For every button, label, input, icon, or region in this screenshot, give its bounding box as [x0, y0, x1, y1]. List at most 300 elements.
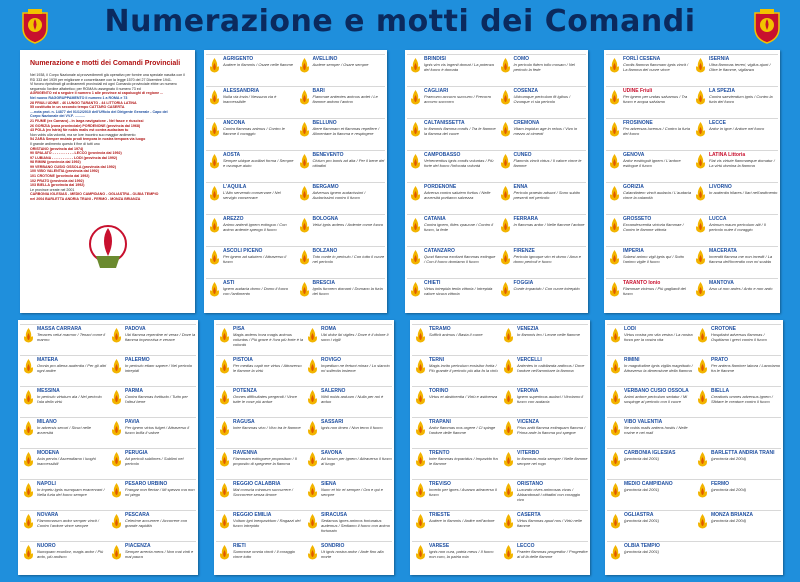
province-motto: Ignis non timeo / Non temo il fuoco — [321, 425, 383, 430]
flame-icon — [695, 186, 706, 201]
intro-text — [30, 73, 185, 202]
flame-icon — [697, 328, 708, 343]
province-motto: Audere in flammis / Ardire nell'ardore — [429, 518, 495, 523]
province-motto: Periculo ignoque vim et domo / Ama e domo pericoli e fuoco — [513, 254, 581, 264]
province-cell — [296, 278, 386, 310]
flame-icon — [415, 452, 426, 467]
province-name: SALERNO — [321, 388, 346, 394]
province-motto: Flammae vicimus / Più gagliardi del fuoco — [623, 286, 686, 296]
province-motto: In periculo etiam sapere / Nel pericolo intrepidi — [125, 363, 193, 373]
province-name: FROSINONE — [623, 120, 653, 126]
province-cell — [216, 510, 304, 541]
province-name: ANCONA — [223, 120, 245, 126]
province-name: FERRARA — [513, 216, 538, 222]
province-name: RAGUSA — [233, 419, 255, 425]
province-motto: Corde impavido / Con cuore intrepido — [513, 286, 580, 291]
province-cell — [108, 541, 196, 572]
province-cell — [296, 86, 386, 118]
intro-sheet — [20, 50, 195, 313]
province-cell — [206, 246, 296, 278]
province-motto: Audere semper / Osare sempre — [312, 62, 369, 67]
flame-icon — [299, 122, 310, 137]
province-name: ASTI — [223, 280, 235, 286]
province-motto: Celerime accurrere / Accorrere con grande rapidità — [125, 518, 188, 528]
province-cell — [304, 355, 392, 386]
province-name: MATERA — [37, 357, 59, 363]
province-name: PIACENZA — [125, 543, 151, 549]
province-cell — [20, 386, 108, 417]
province-name: BARI — [312, 88, 325, 94]
province-motto: (provincia dal 2004) — [711, 518, 747, 523]
province-motto: Adversus ignem audacissimi / Audacissimi contro il fuoco — [312, 190, 366, 200]
province-motto: In periculo virtutum ala / Nel pericolo l'ala della virtù — [37, 394, 102, 404]
province-cell — [692, 278, 778, 310]
flame-icon — [307, 359, 318, 374]
province-name: PESARO URBINO — [125, 481, 168, 487]
province-cell — [206, 118, 296, 150]
province-motto: (provincia dal 2001) — [624, 549, 660, 554]
province-name: FIRENZE — [513, 248, 535, 254]
flame-icon — [219, 514, 230, 529]
province-name: TREVISO — [429, 481, 451, 487]
province-cell — [407, 150, 497, 182]
province-motto: Calamitatem vincit audacia / L'audacia vince la calamità — [623, 190, 692, 200]
province-motto: Sedamus ignes animos fortunatus audemus / Sediamo il fuoco con animo fortunato — [321, 518, 390, 533]
flame-icon — [410, 250, 421, 265]
intro-heading: Numerazione e motti dei Comandi Provinciali — [30, 60, 181, 67]
intro-line: RD 333 del 1939 per migliorare e concretizzare con la legge 1570 del 27 Dicembre 1941. — [30, 77, 172, 82]
province-name: COMO — [513, 56, 530, 62]
province-motto: (provincia dal 2001) — [624, 456, 660, 461]
province-name: IMPERIA — [623, 248, 644, 254]
flame-icon — [503, 514, 514, 529]
province-name: GROSSETO — [623, 216, 652, 222]
province-name: COSENZA — [513, 88, 538, 94]
province-motto: Quod flamma excitant flammas extingue / Con il fuoco domiamo il fuoco — [424, 254, 496, 264]
province-cell — [407, 214, 497, 246]
province-name: ALESSANDRIA — [223, 88, 260, 94]
province-cell — [606, 246, 692, 278]
province-name: VICENZA — [517, 419, 539, 425]
flame-icon — [609, 90, 620, 105]
province-motto: Excandescentia victoria flammae / Contro le fiamme vittoria — [623, 222, 684, 232]
flame-icon — [307, 452, 318, 467]
flame-icon — [299, 218, 310, 233]
province-motto: Per ignem ad salutem / Attraverso il fuoco — [223, 254, 287, 264]
province-motto: Ignis vim vis ingenii domat / La potenza del fuoco è domata — [424, 62, 494, 72]
province-name: VIBO VALENTIA — [624, 419, 663, 425]
province-name: LECCO — [517, 543, 535, 549]
flame-icon — [503, 421, 514, 436]
flame-icon — [609, 154, 620, 169]
intro-line: ....nota prot. n. 14877 del 01/12/2010 dell'Ufficio del Dirigente Generale - Capo del — [30, 109, 168, 114]
flame-icon — [299, 282, 310, 297]
province-cell — [497, 150, 587, 182]
flame-icon — [219, 328, 230, 343]
flame-icon — [695, 90, 706, 105]
province-cell — [500, 448, 588, 479]
province-name: BENEVENTO — [312, 152, 344, 158]
province-motto: Flammam extinguere propositum / Il proposito di spegnere la fiamma — [233, 456, 297, 466]
province-motto: Per ardens flaminer labora / Lavoriamo fra le fiamme — [711, 363, 781, 373]
flame-icon — [23, 514, 34, 529]
province-cell — [606, 214, 692, 246]
flame-icon — [219, 545, 230, 560]
intro-line: 28 FRIULI UDINE - 46 LUNGO TARANTO - 44 LITTORIA LATINA — [30, 100, 137, 105]
province-cell — [407, 246, 497, 278]
province-name: MEDIO CAMPIDANO — [624, 481, 673, 487]
province-name: BRINDISI — [424, 56, 446, 62]
flame-icon — [111, 390, 122, 405]
province-cell — [20, 355, 108, 386]
province-cell — [607, 417, 694, 448]
province-name: PARMA — [125, 388, 143, 394]
province-motto: Velut ignis ardens / Ardente come fuoco — [312, 222, 384, 227]
province-motto: Per ignem per undas salvamus / Tra fuoco e acqua salviamo — [623, 94, 688, 104]
province-cell — [206, 214, 296, 246]
province-motto: Virtus intrepida tertia vittoria / Intrepida valore sicura vittoria — [424, 286, 493, 296]
province-motto: Frangar non flectar / Mi spezzo ma non mi piego — [125, 487, 195, 497]
province-cell — [304, 417, 392, 448]
flame-icon — [609, 282, 620, 297]
province-name: BERGAMO — [312, 184, 339, 190]
flame-icon — [695, 250, 706, 265]
province-motto: Subest animo vigil ignis qui / Sotto l'animo vigile il fuoco — [623, 254, 684, 264]
province-cell — [412, 355, 500, 386]
province-motto: Ardentes in calidianda ardimus / Dove l'ardore nell'ammirare la fiamma — [517, 363, 585, 373]
intro-line: 21 FIUME (ex Carnaro) - in larga navigazione - Nel fasce e riuscissi — [30, 118, 144, 123]
intro-line: 100 VIBO VALENTIA (provincia dal 1992) — [30, 169, 99, 174]
province-name: OGLIASTRA — [624, 512, 654, 518]
province-motto: Ne nobis malis ardens hostis / Nelle rovine e nei mali — [624, 425, 688, 435]
flame-icon — [307, 421, 318, 436]
province-name: PISA — [233, 326, 245, 332]
province-cell — [692, 150, 778, 182]
province-motto: Flammmarum ardor semper vincit / Contro l'ardore vince sempre — [37, 518, 100, 528]
province-motto: Ultra flammas terreri, vigilus ajunt / Oltre le fiamme, vigilanza — [709, 62, 771, 72]
flame-icon — [209, 122, 220, 137]
flame-icon — [111, 514, 122, 529]
flame-icon — [410, 58, 421, 73]
province-cell — [304, 479, 392, 510]
province-cell — [692, 182, 778, 214]
flame-icon — [610, 359, 621, 374]
province-motto: Ignem superimus audaci / Vinciamo il fuoco con audacia — [517, 394, 584, 404]
province-name: FORLÌ CESENA — [623, 56, 661, 62]
province-motto: Semper ubique auxiliari forma / Sempre e ovunque aiuto — [223, 158, 294, 168]
province-cell — [606, 54, 692, 86]
flame-icon — [503, 483, 514, 498]
province-motto: In flammis leo / Leone nelle fiamme — [517, 332, 580, 337]
province-cell — [606, 278, 692, 310]
flame-icon — [609, 186, 620, 201]
province-cell — [108, 324, 196, 355]
province-motto: Praecurro accurro succurro / Precorro accorro soccorro — [424, 94, 492, 104]
province-motto: (provincia dal 2001) — [624, 518, 660, 523]
province-motto: Tenaces velut marmor / Tenaci come il marmo — [37, 332, 106, 342]
vvf-logo-icon — [86, 220, 130, 272]
province-motto: Adversa contra salutem fortius / Nelle avversità portiamo salvezza — [424, 190, 491, 200]
province-cell — [108, 355, 196, 386]
province-motto: Virtus et abstinentia / Virtù e astinenza — [429, 394, 498, 399]
flame-icon — [219, 390, 230, 405]
province-motto: Periculo praesto adsunt / Sono subito presenti nel pericolo — [513, 190, 580, 200]
province-motto: Virtus nostra pro vita vestra / La nostra forza per la vostra vita — [624, 332, 693, 342]
province-motto: Virtus flammas apud nos / Virtù nelle fiamme — [517, 518, 582, 528]
province-name: VITERBO — [517, 450, 540, 456]
province-name: MANTOVA — [709, 280, 734, 286]
flame-icon — [23, 359, 34, 374]
province-motto: Flammis vincit virtus / Il valore vince le fiamme — [513, 158, 582, 168]
flame-icon — [415, 514, 426, 529]
province-motto: (provincia dal 2004) — [711, 487, 747, 492]
province-name: VARESE — [429, 543, 450, 549]
province-cell — [206, 278, 296, 310]
province-name: REGGIO EMILIA — [233, 512, 272, 518]
intro-line: 54 ZARA Semper mutato prodi tempora in nostra tempora via luogo — [30, 137, 146, 142]
flame-icon — [500, 58, 511, 73]
province-name: RIMINI — [624, 357, 640, 363]
flame-icon — [609, 218, 620, 233]
flame-icon — [209, 282, 220, 297]
flame-icon — [209, 90, 220, 105]
province-cell — [20, 479, 108, 510]
flame-icon — [410, 282, 421, 297]
province-name: BOLOGNA — [312, 216, 339, 222]
province-motto: In flammas ardor / Nelle fiamme l'ardore — [513, 222, 585, 227]
province-motto: Inter flammas impavidus / Impavido fra le fiamme — [429, 456, 498, 466]
province-cell — [412, 510, 500, 541]
province-name: UDINE Friuli — [623, 88, 653, 94]
province-cell — [304, 510, 392, 541]
province-cell — [296, 214, 386, 246]
province-motto: Per medias capit me virtus / Attraverso le fiamme la virtù — [233, 363, 302, 373]
province-cell — [108, 510, 196, 541]
province-cell — [296, 150, 386, 182]
province-name: LODI — [624, 326, 636, 332]
province-cell — [407, 86, 497, 118]
province-motto: Omnes difficultates pergendi / Vince tutte le cose più ardue — [233, 394, 297, 404]
province-motto: Ad periculi sublimes / Sublimi nel pericolo — [125, 456, 184, 466]
province-name: CATANZARO — [424, 248, 455, 254]
flame-icon — [610, 483, 621, 498]
province-motto: Fiat vis virtute flammaeque domatur / La virtù domina la fiamma — [709, 158, 775, 168]
flame-icon — [209, 186, 220, 201]
province-cell — [606, 150, 692, 182]
province-motto: Audere in flammis / Osare nelle fiamme — [223, 62, 294, 67]
province-cell — [206, 86, 296, 118]
province-name: VERBANO CUSIO OSSOLA — [624, 388, 689, 394]
province-name: SIRACUSA — [321, 512, 348, 518]
province-motto: Ad locum per ignem / Attraverso il fuoco al luogo — [321, 456, 392, 466]
intro-line: Vi furono ripristinati gli ordinamenti provinciali ed ogni Comando provinciale ebbe un numero — [30, 82, 177, 87]
flame-icon — [503, 390, 514, 405]
flame-icon — [410, 186, 421, 201]
province-motto: Atere flammam et flammas repellere / Alimentare la fiamma e respingere — [312, 126, 380, 136]
flame-icon — [610, 545, 621, 560]
province-name: PISTOIA — [233, 357, 253, 363]
flame-icon — [410, 90, 421, 105]
province-motto: Ut ignis nostra ardor / Arde fino alla morte — [321, 549, 384, 559]
province-cell — [296, 182, 386, 214]
province-cell — [407, 54, 497, 86]
flame-icon — [111, 359, 122, 374]
province-motto: Numquam exuribor, magis ardor / Più ardo, più ardisco — [37, 549, 104, 559]
intro-line: 99 VERBANO CUSIO OSSOLA (provincia dal 1992) — [30, 164, 116, 169]
province-cell — [20, 510, 108, 541]
province-motto: Civium pro bonis ad alta / Per il bene dei cittadini — [312, 158, 385, 168]
fire-brigade-emblem-icon — [20, 8, 50, 44]
province-cell — [607, 541, 694, 572]
intro-line: Il grande ardimento questo il fine di tutti uno — [30, 141, 100, 146]
province-name: VERONA — [517, 388, 539, 394]
province-cell — [694, 448, 781, 479]
province-cell — [216, 386, 304, 417]
province-motto: Sufficit animus / Basta il cuore — [429, 332, 483, 337]
province-name: MESSINA — [37, 388, 60, 394]
province-cell — [497, 54, 587, 86]
province-cell — [216, 355, 304, 386]
flame-icon — [23, 452, 34, 467]
province-motto: Hospitaiot adversus flammas / Ospitiamo i greci contro il fuoco — [711, 332, 767, 342]
province-name: PESCARA — [125, 512, 150, 518]
province-name: ASCOLI PICENO — [223, 248, 263, 254]
province-motto: Arso ut non ardes / Ardo e non ardo — [709, 286, 773, 291]
province-cell — [407, 118, 497, 150]
province-motto: Praeter flammas progredior / Progredire al di là delle fiamme — [517, 549, 588, 559]
flame-icon — [410, 154, 421, 169]
province-name: PRATO — [711, 357, 729, 363]
flame-icon — [415, 328, 426, 343]
province-motto: Animi ardore periculum sedatur / Mi sospinge al pericolo con il cuore — [624, 394, 688, 404]
province-name: MACERATA — [709, 248, 737, 254]
flame-icon — [500, 122, 511, 137]
province-name: ROMA — [321, 326, 337, 332]
motto-sheet-f — [410, 320, 590, 575]
province-motto: Ardor flammas nos urgere / Ci spinge l'ardore delle fiamme — [429, 425, 496, 435]
flame-icon — [209, 218, 220, 233]
flame-icon — [695, 122, 706, 137]
province-name: MONZA BRIANZA — [711, 512, 754, 518]
flame-icon — [299, 154, 310, 169]
flame-icon — [500, 282, 511, 297]
province-motto: In audentia hilares / Ilari nell'ardimento — [709, 190, 778, 195]
flame-icon — [695, 218, 706, 233]
province-cell — [607, 448, 694, 479]
province-motto: Vitam impiduo age in rebus / Vivo in mezzo ai cimenti — [513, 126, 578, 136]
province-name: LECCE — [709, 120, 726, 126]
province-cell — [607, 386, 694, 417]
province-cell — [206, 150, 296, 182]
province-cell — [296, 246, 386, 278]
province-cell — [304, 448, 392, 479]
province-motto: Magis invito periculum exsisitur fortia / Più grande il pericolo più alta fa la virtù — [429, 363, 498, 373]
province-cell — [694, 510, 781, 541]
province-motto: Vehementius ignis cordis voluntas / Più forte del fuoco l'infocata volontà — [424, 158, 494, 168]
province-cell — [296, 54, 386, 86]
province-cell — [296, 118, 386, 150]
flame-icon — [299, 250, 310, 265]
province-cell — [497, 118, 587, 150]
flame-icon — [695, 282, 706, 297]
motto-sheet-g — [605, 320, 783, 575]
flame-icon — [307, 483, 318, 498]
province-name: TRIESTE — [429, 512, 451, 518]
province-cell — [216, 448, 304, 479]
province-motto: In periculo fidem tollo mosam / Nel pericolo la fede — [513, 62, 575, 72]
province-name: POTENZA — [233, 388, 257, 394]
province-motto: Ignis non cura, patria meus / Il fuoco non curo, la patria mia — [429, 549, 494, 559]
province-cell — [500, 355, 588, 386]
province-name: MODENA — [37, 450, 60, 456]
intro-line: 55 costituito in un secondo tempo CATTARO CASERTA — [30, 105, 125, 110]
intro-line: 102 PRATO (provincia dal 1992) — [30, 178, 84, 183]
province-name: CHIETI — [424, 280, 441, 286]
province-name: CUNEO — [513, 152, 532, 158]
province-name: LIVORNO — [709, 184, 732, 190]
intro-line: 101 CROTONE (provincia dal 1992) — [30, 174, 90, 179]
province-name: VENEZIA — [517, 326, 539, 332]
flame-icon — [209, 250, 220, 265]
province-name: MILANO — [37, 419, 57, 425]
province-name: LUCCA — [709, 216, 727, 222]
flame-icon — [697, 359, 708, 374]
flame-icon — [415, 359, 426, 374]
province-name: NOVARA — [37, 512, 59, 518]
province-cell — [407, 278, 497, 310]
flame-icon — [697, 514, 708, 529]
flame-icon — [415, 390, 426, 405]
province-cell — [694, 386, 781, 417]
flame-icon — [111, 421, 122, 436]
province-motto: Contra flammas animus / Contro le fiamme il coraggio — [223, 126, 285, 136]
province-motto: In magnitudine ignis vigilia magnitudo / Attraverso la dimensione della fiamma — [624, 363, 693, 373]
province-name: SASSARI — [321, 419, 344, 425]
province-motto: Contra saeviendum ignis / Contro la furia del fuoco — [709, 94, 773, 104]
intro-line: 26 GORIZIA (zona provinciale) PORDENONE (provincia dal 1968) — [30, 123, 141, 128]
flame-icon — [695, 58, 706, 73]
province-motto: In flammas mola semper / Nelle fiamme sempre nel rogo — [517, 456, 588, 466]
province-motto: Vultum igni inexpavidum / Ragazzi del fuoco intrepido — [233, 518, 301, 528]
flame-icon — [610, 452, 621, 467]
intro-line: 90 SPALATO - - - - - - - - - - LECCO (provincia dal 1992) — [30, 151, 122, 156]
province-motto: In adversis securi / Sicuri nelle avversità — [37, 425, 92, 435]
flame-icon — [610, 514, 621, 529]
flame-icon — [219, 421, 230, 436]
province-cell — [607, 355, 694, 386]
province-name: BARLETTA ANDRIA TRANI — [711, 450, 775, 456]
province-motto: Ardor in igne / Ardore nel fuoco — [709, 126, 765, 131]
province-cell — [304, 386, 392, 417]
motto-sheet-e — [214, 320, 394, 575]
flame-icon — [23, 545, 34, 560]
flame-icon — [209, 154, 220, 169]
province-motto: (provincia dal 2001) — [624, 487, 660, 492]
province-name: CAMPOBASSO — [424, 152, 461, 158]
province-motto: Creatiuris omnes adversus ignem / Sfidare le creature contro il fuoco — [711, 394, 773, 404]
province-name: RAVENNA — [233, 450, 258, 456]
province-motto: (provincia dal 2004) — [711, 456, 747, 461]
province-cell — [692, 86, 778, 118]
flame-icon — [299, 186, 310, 201]
fire-brigade-emblem-icon — [752, 8, 782, 44]
province-motto: Luxundo cives animosas vivas / Abbandonati i cittadini con coraggio vivo — [517, 487, 581, 502]
province-motto: Ignem audacia domo / Domo il fuoco con l'ardimento — [223, 286, 289, 296]
intro-line: 43 POLA (ex Istria) Ne nobis malis est contra audaciam tu — [30, 128, 129, 133]
province-motto: Prius ardit flamma extinquam flamma / Prima arde la fiamma poi spegne — [517, 425, 586, 435]
province-cell — [20, 324, 108, 355]
province-name: SONDRIO — [321, 543, 345, 549]
